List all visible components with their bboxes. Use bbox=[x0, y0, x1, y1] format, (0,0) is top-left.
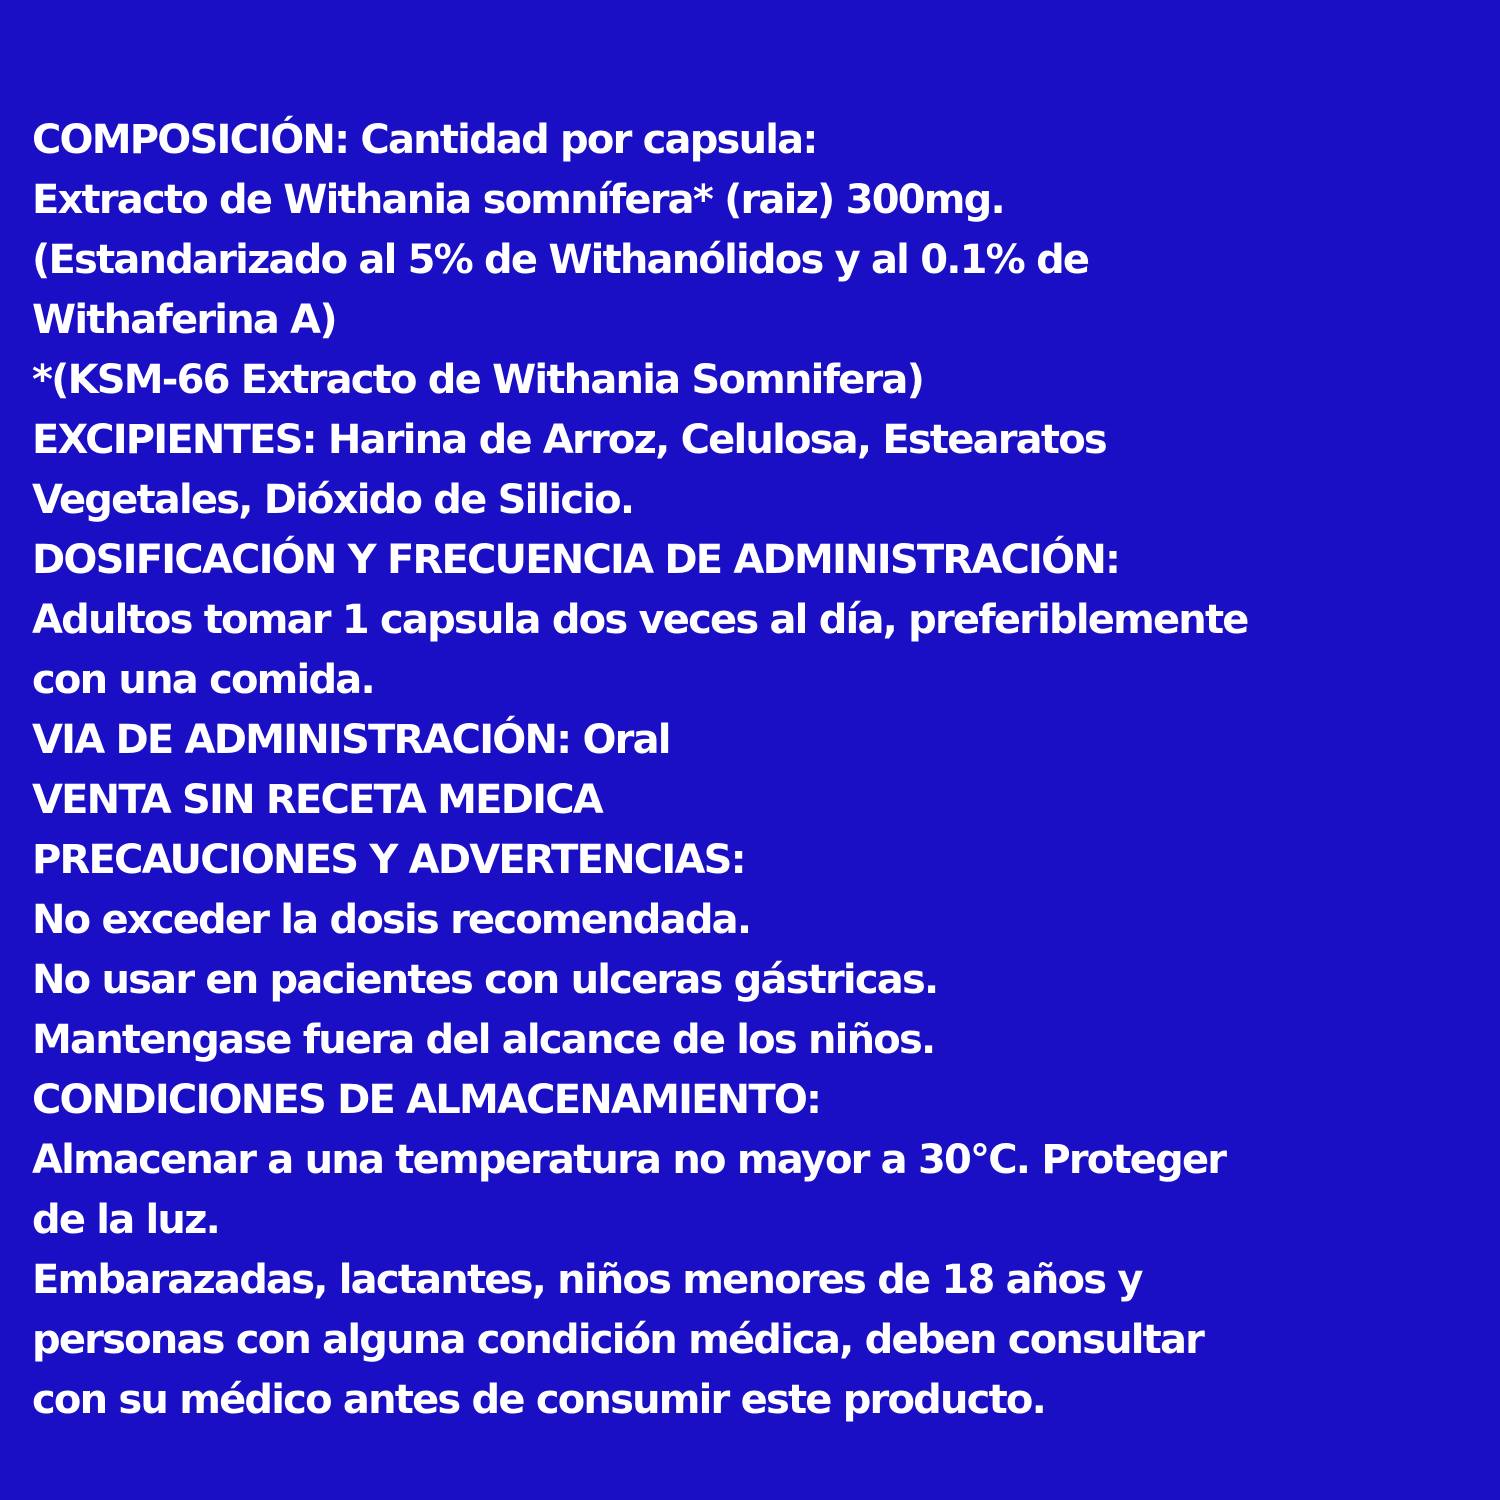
dosage-line-1: Adultos tomar 1 capsula dos veces al día, preferiblemente bbox=[32, 597, 1248, 643]
label-text-block bbox=[32, 110, 1492, 1430]
warning-line-2: personas con alguna condición médica, deben consultar bbox=[32, 1317, 1204, 1363]
standardization-line-2: Withaferina A) bbox=[32, 297, 336, 343]
excipients-line-1: EXCIPIENTES: Harina de Arroz, Celulosa, Estearatos bbox=[32, 417, 1106, 463]
excipients-line-2: Vegetales, Dióxido de Silicio. bbox=[32, 477, 634, 523]
storage-heading-line: CONDICIONES DE ALMACENAMIENTO: bbox=[32, 1077, 821, 1123]
warning-line-3: con su médico antes de consumir este producto. bbox=[32, 1377, 1045, 1423]
dosage-line-2: con una comida. bbox=[32, 657, 374, 703]
extract-line: Extracto de Withania somnífera* (raiz) 300mg. bbox=[32, 177, 1004, 223]
precaution-dose-line: No exceder la dosis recomendada. bbox=[32, 897, 751, 943]
precautions-heading-line: PRECAUCIONES Y ADVERTENCIAS: bbox=[32, 837, 745, 883]
composition-heading-line: COMPOSICIÓN: Cantidad por capsula: bbox=[32, 117, 817, 163]
warning-line-1: Embarazadas, lactantes, niños menores de 18 años y bbox=[32, 1257, 1142, 1303]
route-line: VIA DE ADMINISTRACIÓN: Oral bbox=[32, 717, 670, 763]
precaution-ulcer-line: No usar en pacientes con ulceras gástricas. bbox=[32, 957, 938, 1003]
dosage-heading-line: DOSIFICACIÓN Y FRECUENCIA DE ADMINISTRACIÓN: bbox=[32, 537, 1120, 583]
sale-condition-line: VENTA SIN RECETA MEDICA bbox=[32, 777, 602, 823]
standardization-line-1: (Estandarizado al 5% de Withanólidos y al 0.1% de bbox=[32, 237, 1089, 283]
precaution-children-line: Mantengase fuera del alcance de los niños. bbox=[32, 1017, 935, 1063]
ksm-note-line: *(KSM-66 Extracto de Withania Somnifera) bbox=[32, 357, 924, 403]
storage-line-2: de la luz. bbox=[32, 1197, 219, 1243]
storage-line-1: Almacenar a una temperatura no mayor a 30°C. Proteger bbox=[32, 1137, 1226, 1183]
